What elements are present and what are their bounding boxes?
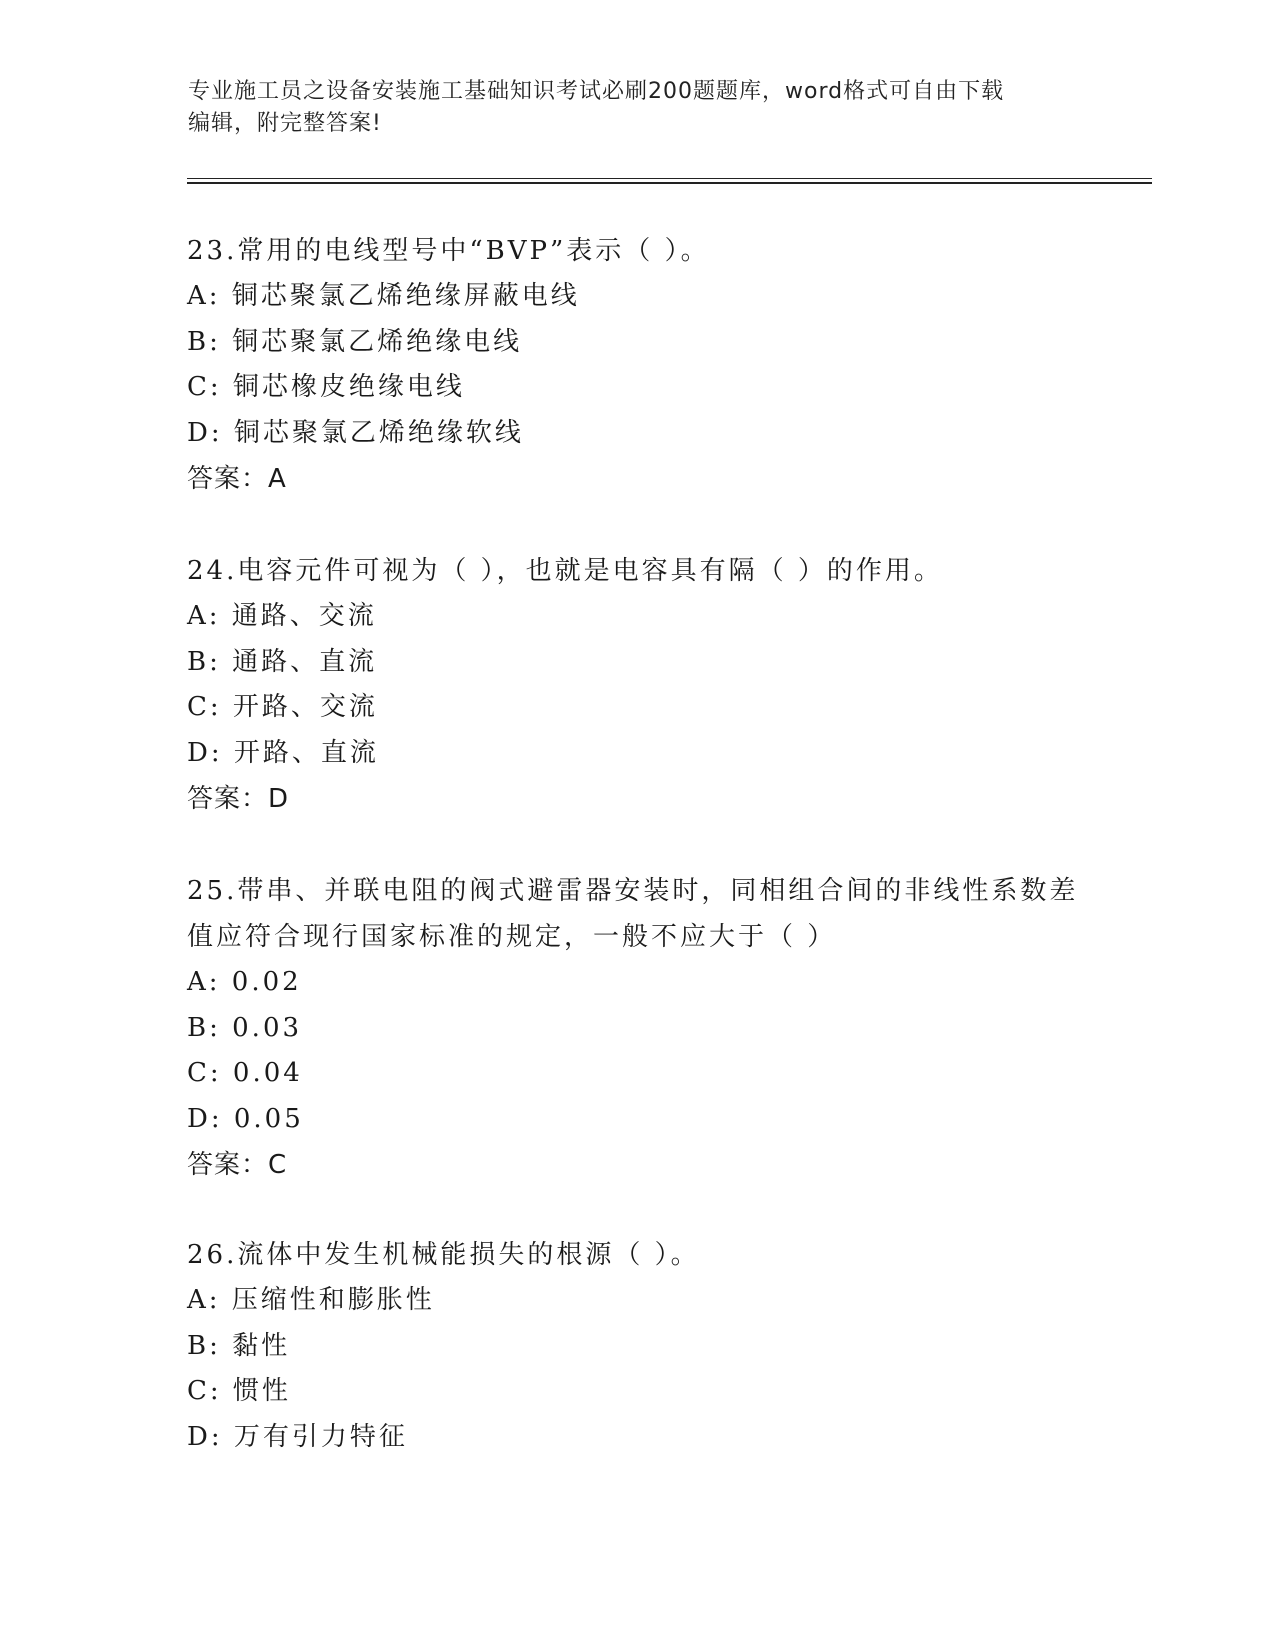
answer-value: D [268,784,290,814]
option-a: A: 0.02 [187,967,302,997]
option-b: B: 通路、直流 [187,646,378,677]
header-line-2: 编辑，附完整答案! [188,111,382,136]
question-stem-line-2: 值应符合现行国家标准的规定，一般不应大于（ ） [187,922,837,952]
document-header [188,76,1088,140]
answer-value: A [268,464,287,494]
option-a: A: 铜芯聚氯乙烯绝缘屏蔽电线 [187,281,580,311]
answer-line [187,776,1087,822]
answer-value: C [268,1150,288,1180]
answer-label: 答案： [187,464,269,494]
option-d: D: 铜芯聚氯乙烯绝缘软线 [187,417,524,448]
option-b: B: 铜芯聚氯乙烯绝缘电线 [187,326,523,357]
question-26 [187,1232,1087,1460]
option-d: D: 0.05 [187,1103,304,1134]
question-stem: 23.常用的电线型号中“BVP”表示（ ）。 [187,236,710,266]
option-c: C: 0.04 [187,1058,303,1088]
question-25 [187,868,1087,1188]
header-divider-thin [187,178,1152,179]
question-23 [187,228,1087,502]
answer-line [187,456,1087,502]
header-divider-thick [187,182,1152,184]
header-line-1: 专业施工员之设备安装施工基础知识考试必刷200题题库，word格式可自由下载 [188,79,1005,104]
answer-line [187,1142,1087,1188]
answer-label: 答案： [187,1150,269,1180]
option-b: B: 0.03 [187,1012,303,1043]
option-c: C: 开路、交流 [187,692,378,722]
option-d: D: 万有引力特征 [187,1421,408,1452]
question-stem: 26.流体中发生机械能损失的根源（ ）。 [187,1240,700,1270]
option-c: C: 铜芯橡皮绝缘电线 [187,372,465,402]
question-stem: 24.电容元件可视为（ ），也就是电容具有隔（ ）的作用。 [187,556,943,586]
option-a: A: 通路、交流 [187,601,377,631]
question-stem-line-1: 25.带串、并联电阻的阀式避雷器安装时，同相组合间的非线性系数差 [187,876,1079,906]
option-b: B: 黏性 [187,1330,291,1361]
option-c: C: 惯性 [187,1376,291,1406]
answer-label: 答案： [187,784,269,814]
option-d: D: 开路、直流 [187,737,379,768]
question-24 [187,548,1087,822]
option-a: A: 压缩性和膨胀性 [187,1285,435,1315]
